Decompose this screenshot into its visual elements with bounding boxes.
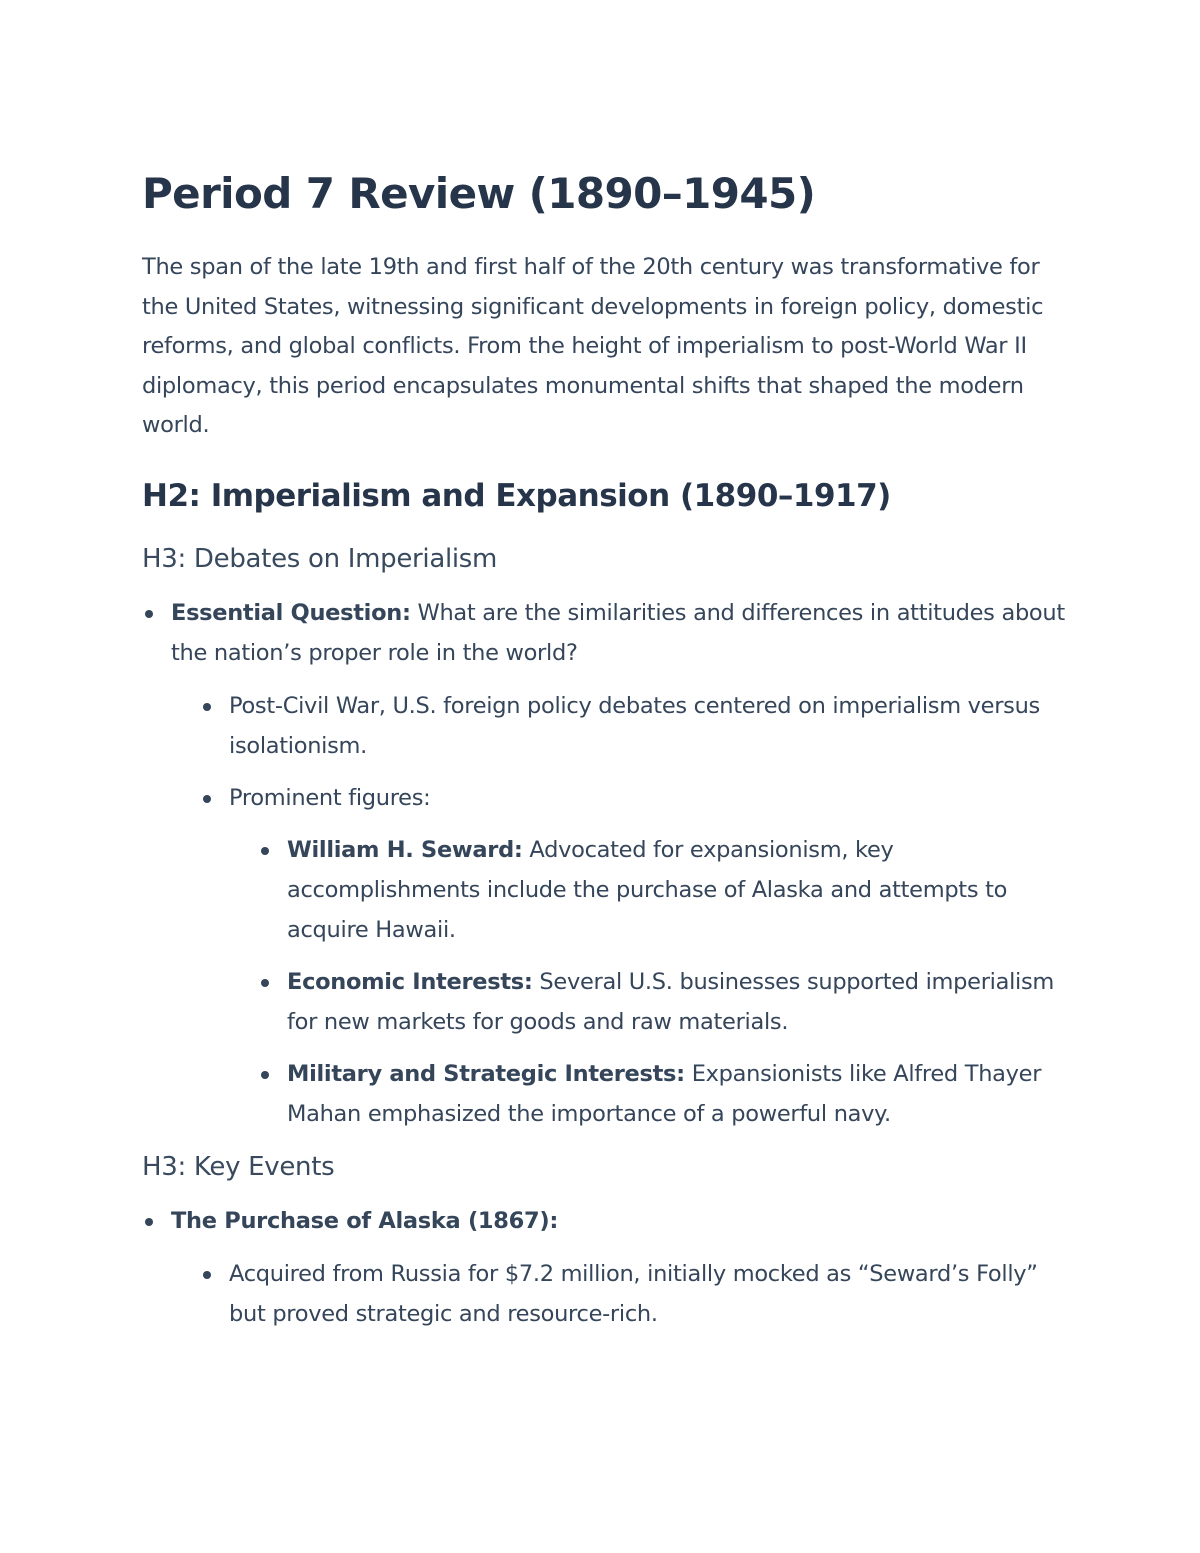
list-item-figure-economic (258, 962, 1072, 1042)
figure-text: Expansionists like Alfred Thayer Mahan emphasized the importance of a powerful navy. (287, 1060, 1042, 1127)
bullet-icon (203, 795, 211, 803)
figure-label: Military and Strategic Interests: (287, 1060, 685, 1087)
list-item-essential-question (142, 593, 1072, 1134)
subsection-heading-key-events: H3: Key Events (142, 1151, 335, 1182)
bullet-icon (145, 610, 153, 618)
list-item-post-civil-war (200, 686, 1072, 766)
bullet-icon (261, 1071, 269, 1079)
list-item-prominent-figures (200, 778, 1072, 1134)
intro-paragraph: The span of the late 19th and first half of the 20th century was transformative for the United States, witnessing significant developments in foreign policy, domestic reforms, and global conflicts. From the height of imperialism to post-World War II diplomacy, this period encapsulates monumental shifts that shaped the modern world. (142, 254, 1044, 438)
bullet-icon (261, 847, 269, 855)
page-title: Period 7 Review (1890–1945) (142, 169, 816, 218)
figures-sublist (229, 830, 1072, 1134)
section-heading-imperialism: H2: Imperialism and Expansion (1890–1917) (142, 477, 891, 514)
bullet-icon (261, 979, 269, 987)
bullet-icon (145, 1218, 153, 1226)
alaska-sublist (171, 1254, 1072, 1334)
essential-question-text: What are the similarities and differences in attitudes about the nation’s proper role in the world? (171, 599, 1065, 666)
alaska-label: The Purchase of Alaska (1867): (171, 1207, 559, 1234)
post-civil-war-text: Post-Civil War, U.S. foreign policy debates centered on imperialism versus isolationism. (229, 692, 1040, 759)
list-item-alaska (142, 1201, 1072, 1334)
bullet-icon (203, 1271, 211, 1279)
figure-label: Economic Interests: (287, 968, 533, 995)
debates-list (142, 593, 1072, 1134)
essential-question-label: Essential Question: (171, 599, 411, 626)
subsection-heading-debates: H3: Debates on Imperialism (142, 543, 498, 574)
document-page (142, 160, 1072, 1346)
essential-question-sublist (171, 686, 1072, 1134)
key-events-list (142, 1201, 1072, 1334)
list-item-figure-military (258, 1054, 1072, 1134)
list-item-figure-seward (258, 830, 1072, 950)
figure-label: William H. Seward: (287, 836, 523, 863)
figure-text: Advocated for expansionism, key accomplishments include the purchase of Alaska and attempts to acquire Hawaii. (287, 836, 1008, 943)
alaska-detail-text: Acquired from Russia for $7.2 million, initially mocked as “Seward’s Folly” but proved strategic and resource-rich. (229, 1260, 1038, 1327)
list-item-alaska-detail (200, 1254, 1072, 1334)
prominent-figures-text: Prominent figures: (229, 784, 431, 811)
bullet-icon (203, 703, 211, 711)
figure-text: Several U.S. businesses supported imperialism for new markets for goods and raw materials. (287, 968, 1055, 1035)
